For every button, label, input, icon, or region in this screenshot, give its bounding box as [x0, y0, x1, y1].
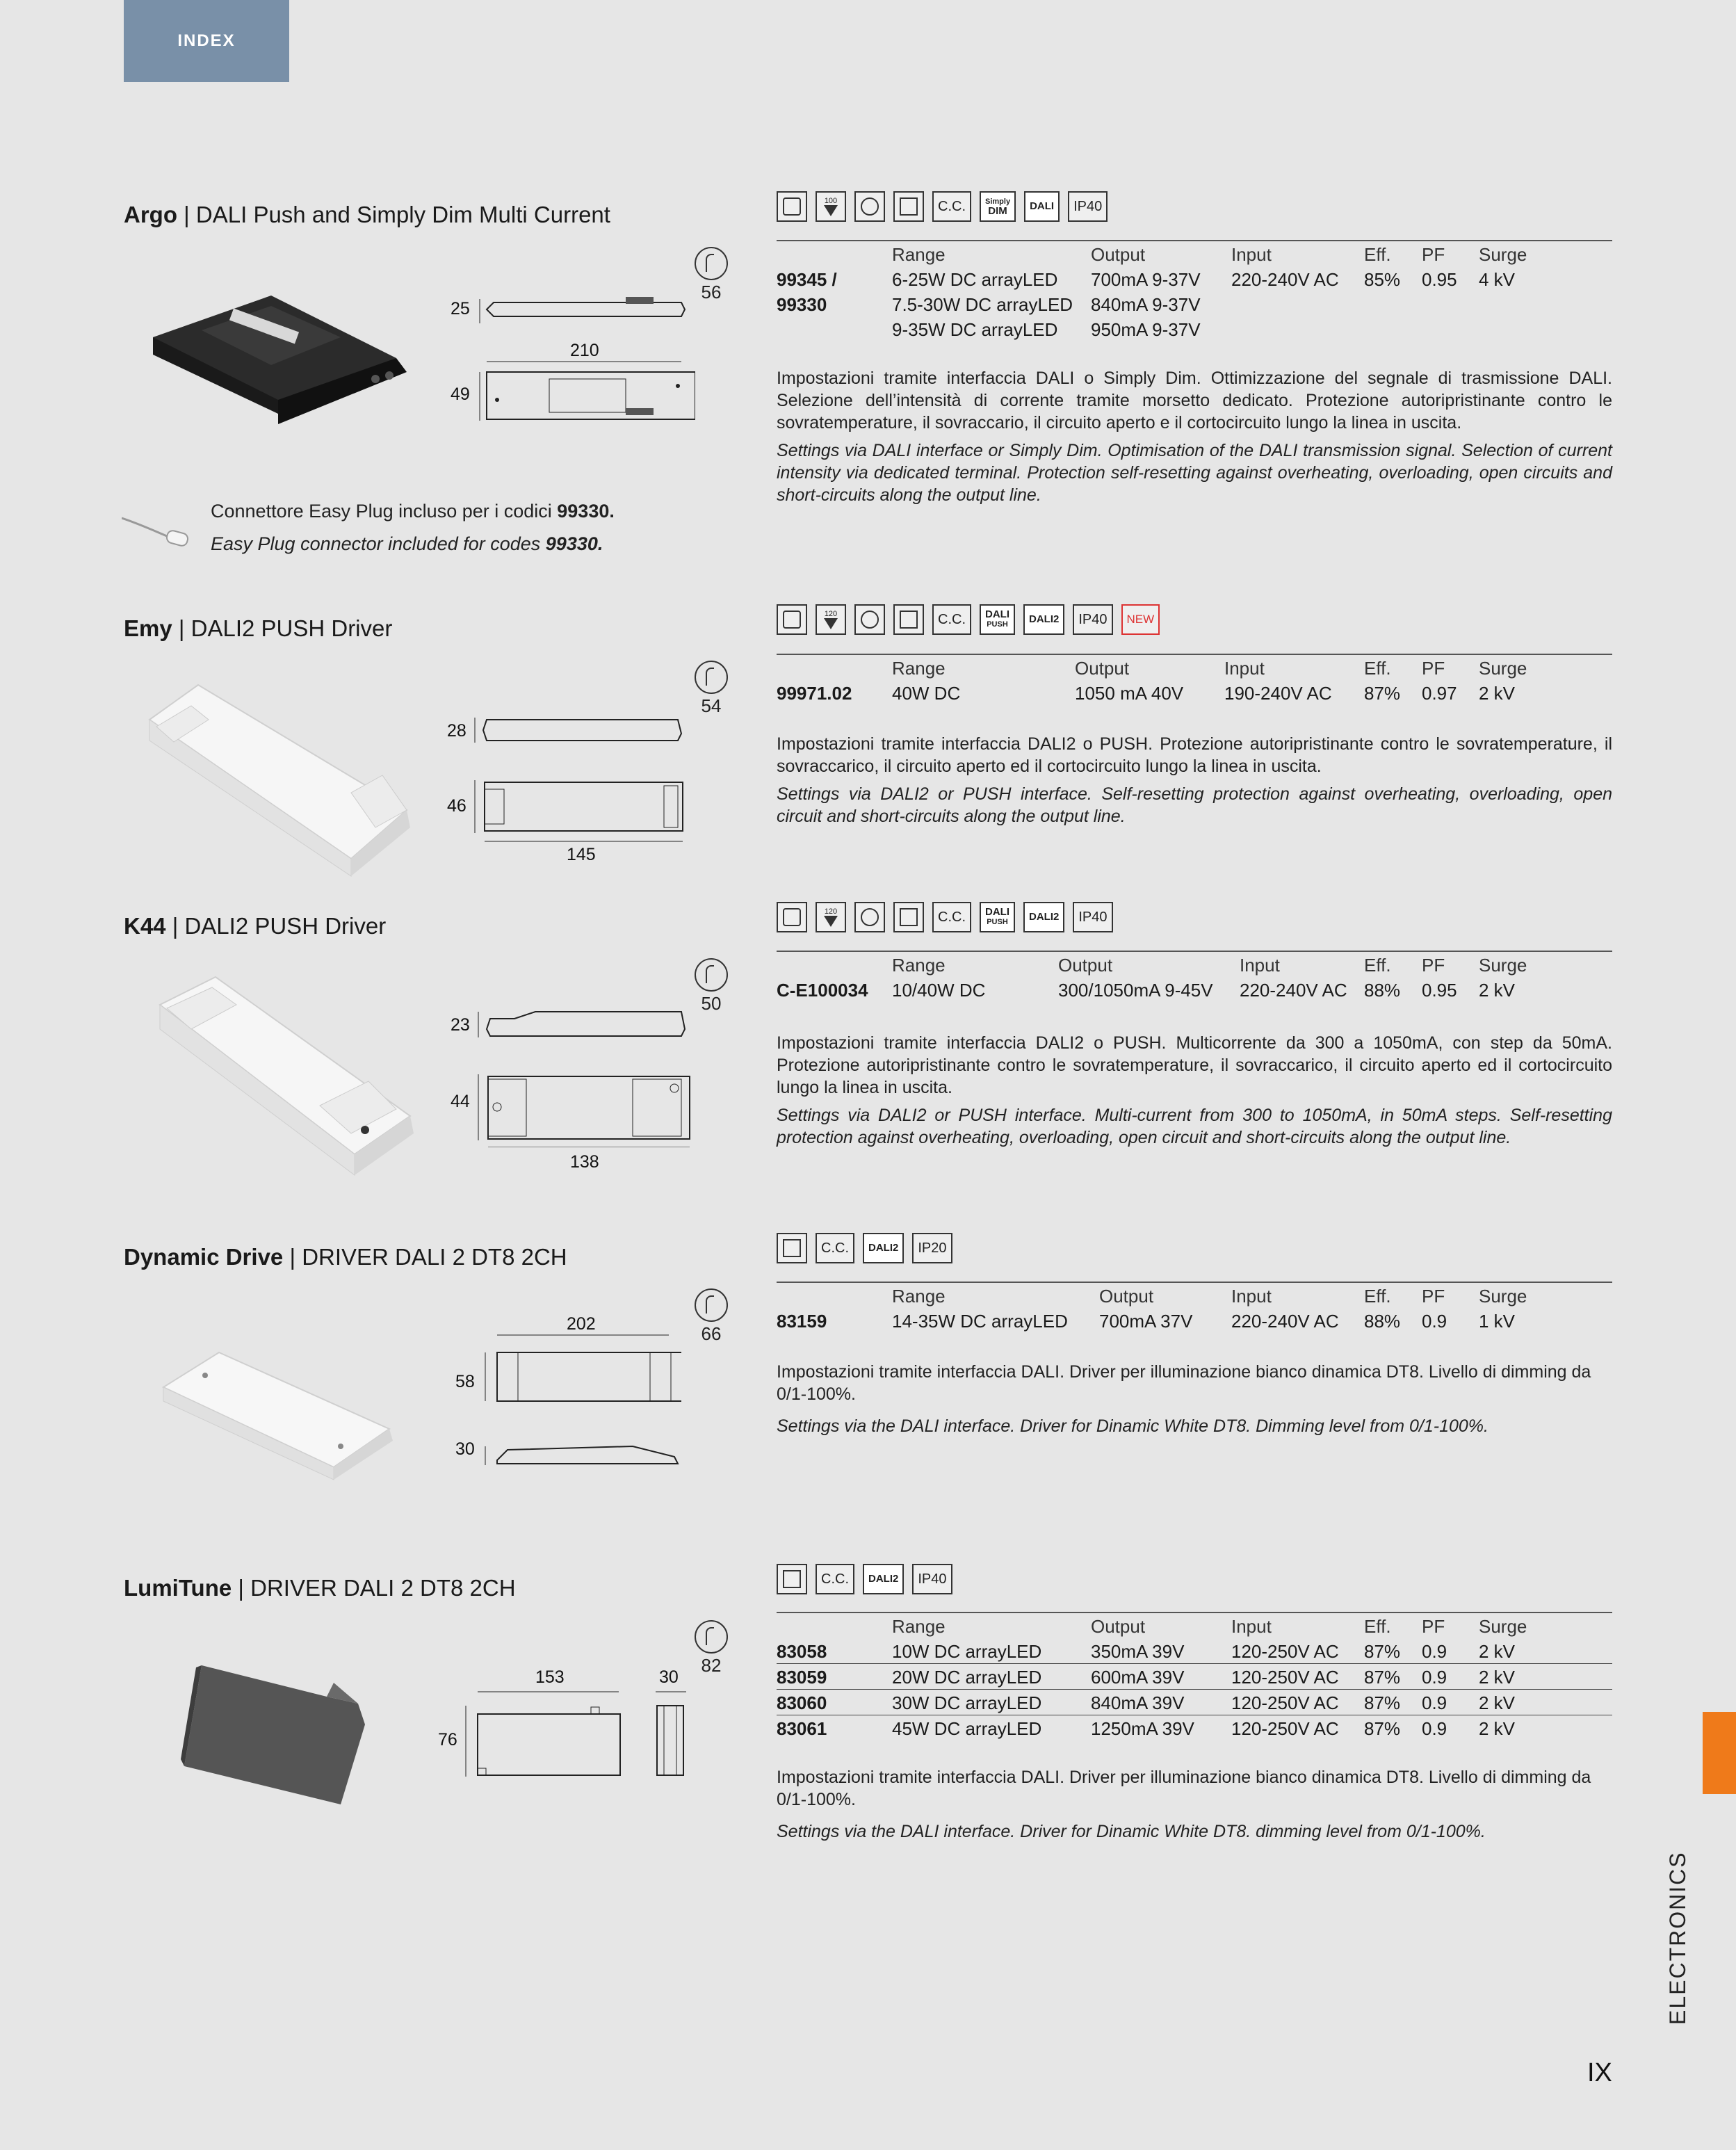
- simply-dim-icon: Simply DIM: [980, 191, 1016, 222]
- argo-technical-drawing: [473, 289, 695, 428]
- double-insulation-icon: [893, 191, 924, 222]
- beam-angle-icon: [695, 1620, 728, 1654]
- table-row: 99345 / 6-25W DC arrayLED 700mA 9-37V 220-240V AC 85% 0.95 4 kV: [777, 269, 1516, 290]
- argo-dim-height-2: 49: [451, 385, 470, 404]
- k44-lens: 50: [692, 958, 731, 1015]
- easy-plug-connector: [122, 511, 191, 553]
- temperature-120-icon: 120: [816, 604, 846, 635]
- k44-spec-table: [777, 951, 1612, 1002]
- double-insulation-icon: [777, 1233, 807, 1263]
- double-insulation-icon: [777, 1564, 807, 1594]
- lumitune-technical-drawing: [462, 1686, 699, 1784]
- sealed-unit-icon: [854, 902, 885, 932]
- page-number: IX: [1587, 2058, 1612, 2087]
- table-row: 83159 14-35W DC arrayLED 700mA 37V 220-240V AC 88% 0.9 1 kV: [777, 1311, 1516, 1332]
- beam-angle-icon: [695, 958, 728, 992]
- dali2-icon: DALI2: [1023, 902, 1064, 932]
- emy-dim-height: 28: [447, 721, 467, 741]
- table-header: Range Output Input Eff. PF Surge: [892, 955, 1527, 976]
- constant-current-icon: C.C.: [932, 604, 971, 635]
- dali-icon: DALI: [1024, 191, 1060, 222]
- table-row: 9-35W DC arrayLED 950mA 9-37V: [892, 319, 1201, 340]
- ip-rating-icon: IP40: [912, 1564, 952, 1594]
- argo-dim-length: 210: [570, 341, 599, 360]
- k44-icon-row: [777, 902, 1113, 932]
- ip-rating-icon: IP20: [912, 1233, 952, 1263]
- argo-lens: 56: [692, 247, 731, 303]
- dynamic-drive-product-photo: [156, 1335, 396, 1481]
- k44-dim-length: 138: [570, 1152, 599, 1172]
- emy-technical-drawing: [469, 709, 692, 848]
- emy-dim-length: 145: [567, 845, 596, 864]
- emy-lens: 54: [692, 661, 731, 717]
- sealed-unit-icon: [854, 191, 885, 222]
- driver-class-icon: [777, 191, 807, 222]
- product-title-lumitune: LumiTune | DRIVER DALI 2 DT8 2CH: [124, 1575, 516, 1601]
- beam-angle-icon: [695, 247, 728, 280]
- dali-push-icon: DALI PUSH: [980, 604, 1015, 635]
- table-row: 99330 7.5-30W DC arrayLED 840mA 9-37V: [777, 294, 1201, 315]
- dali2-icon: DALI2: [863, 1233, 904, 1263]
- lumitune-dim-length: 153: [535, 1667, 565, 1687]
- table-row: 83060 30W DC arrayLED 840mA 39V 120-250V AC 87% 0.9 2 kV: [777, 1690, 1612, 1715]
- table-row: 83061 45W DC arrayLED 1250mA 39V 120-250V AC 87% 0.9 2 kV: [777, 1718, 1516, 1739]
- constant-current-icon: C.C.: [932, 902, 971, 932]
- lumitune-product-photo: [181, 1662, 368, 1808]
- ip-rating-icon: IP40: [1073, 604, 1112, 635]
- constant-current-icon: C.C.: [932, 191, 971, 222]
- constant-current-icon: C.C.: [816, 1564, 854, 1594]
- connector-note-en: Easy Plug connector included for codes 99330.: [211, 533, 603, 554]
- product-title-argo: Argo | DALI Push and Simply Dim Multi Current: [124, 202, 610, 227]
- k44-technical-drawing: [473, 1001, 695, 1147]
- beam-angle-icon: [695, 1288, 728, 1322]
- emy-description: Impostazioni tramite interfaccia DALI2 o PUSH. Protezione autoripristinante contro le sovratemperature, il sovraccarico, il circuito aperto ed il cortocircuito lungo la linea in uscita. Settings via DALI2 or PUSH interface. Self-resetting protection against overheating, overloading, open circuit and short-circuits along the output line.: [777, 734, 1612, 826]
- k44-description: Impostazioni tramite interfaccia DALI2 o PUSH. Multicorrente da 300 a 1050mA, con step da 50mA. Protezione autoripristinante contro le sovratemperature, il sovraccarico, il circuito aperto ed il cortocircuito lungo la linea in uscita. Settings via DALI2 or PUSH interface. Multi-current from 300 to 1050mA, in 50mA steps. Self-resetting protection against overheating, overloading, open circuit and short-circuits along the output line.: [777, 1033, 1612, 1147]
- beam-angle-icon: [695, 661, 728, 694]
- k44-dim-height-2: 44: [451, 1092, 470, 1111]
- product-title-dynamic-drive: Dynamic Drive | DRIVER DALI 2 DT8 2CH: [124, 1244, 567, 1270]
- dali2-icon: DALI2: [1023, 604, 1064, 635]
- emy-dim-height-2: 46: [447, 796, 467, 816]
- constant-current-icon: C.C.: [816, 1233, 854, 1263]
- ip-rating-icon: IP40: [1073, 902, 1112, 932]
- section-tab-marker[interactable]: [1703, 1712, 1736, 1794]
- connector-note-it: Connettore Easy Plug incluso per i codici 99330.: [211, 501, 615, 522]
- lumitune-description: Impostazioni tramite interfaccia DALI. Driver per illuminazione bianco dinamica DT8. Livello di dimming da 0/1-100%. Settings via the DALI interface. Driver for Dinamic White DT8. dimming level from 0/1-100%.: [777, 1768, 1591, 1841]
- product-title-k44: K44 | DALI2 PUSH Driver: [124, 913, 387, 939]
- product-title-emy: Emy | DALI2 PUSH Driver: [124, 615, 393, 641]
- argo-icon-row: [777, 191, 1108, 222]
- dynamic-drive-dim-length: 202: [567, 1314, 596, 1334]
- table-row: 99971.02 40W DC 1050 mA 40V 190-240V AC 87% 0.97 2 kV: [777, 683, 1516, 704]
- index-tab[interactable]: INDEX: [124, 0, 289, 82]
- lumitune-icon-row: [777, 1564, 952, 1594]
- dynamic-drive-spec-table: [777, 1282, 1612, 1333]
- table-row: 83059 20W DC arrayLED 600mA 39V 120-250V AC 87% 0.9 2 kV: [777, 1664, 1612, 1690]
- table-header: Range Output Input Eff. PF Surge: [892, 1616, 1527, 1637]
- new-badge: NEW: [1121, 604, 1160, 635]
- lumitune-dim-depth: 30: [659, 1667, 679, 1687]
- double-insulation-icon: [893, 604, 924, 635]
- table-row: 83058 10W DC arrayLED 350mA 39V 120-250V AC 87% 0.9 2 kV: [777, 1638, 1612, 1664]
- dynamic-drive-description: Impostazioni tramite interfaccia DALI. Driver per illuminazione bianco dinamica DT8. Livello di dimming da 0/1-100%. Settings via the DALI interface. Driver for Dinamic White DT8. Dimming level from 0/1-100%.: [777, 1362, 1591, 1436]
- argo-spec-table: [777, 240, 1612, 341]
- emy-icon-row: [777, 604, 1160, 635]
- table-row: C-E100034 10/40W DC 300/1050mA 9-45V 220-240V AC 88% 0.95 2 kV: [777, 980, 1516, 1001]
- dynamic-drive-lens: 66: [692, 1288, 731, 1345]
- temperature-120-icon: 120: [816, 902, 846, 932]
- ip-rating-icon: IP40: [1068, 191, 1108, 222]
- argo-dim-height: 25: [451, 299, 470, 318]
- dynamic-drive-technical-drawing: [480, 1332, 681, 1471]
- dynamic-drive-dim-height: 58: [455, 1372, 475, 1391]
- lumitune-dim-height: 76: [438, 1730, 457, 1749]
- emy-product-photo: [143, 678, 414, 880]
- section-label: ELECTRONICS: [1665, 1851, 1690, 2025]
- k44-dim-height: 23: [451, 1015, 470, 1035]
- dynamic-drive-icon-row: [777, 1233, 952, 1263]
- table-header: Range Output Input Eff. PF Surge: [892, 658, 1527, 679]
- argo-description: Impostazioni tramite interfaccia DALI o Simply Dim. Ottimizzazione del segnale di trasmissione DALI. Selezione dell’intensità di corrente tramite morsetto dedicato. Protezione autoripristinante contro le sovratemperature, il sovraccario, il circuito aperto e il cortocircuito lungo la linea in uscita. Settings via DALI interface or Simply Dim. Optimisation of the DALI transmission signal. Selection of current intensity via dedicated terminal. Protection self-resetting against overheating, overloading, open circuits and short-circuits along the output line.: [777, 369, 1612, 505]
- driver-class-icon: [777, 902, 807, 932]
- k44-product-photo: [146, 970, 417, 1179]
- dali2-icon: DALI2: [863, 1564, 904, 1594]
- lumitune-spec-table: [777, 1612, 1612, 1740]
- table-header: Range Output Input Eff. PF Surge: [892, 1286, 1527, 1307]
- dynamic-drive-dim-height-2: 30: [455, 1439, 475, 1459]
- driver-class-icon: [777, 604, 807, 635]
- argo-product-photo: [146, 289, 410, 428]
- sealed-unit-icon: [854, 604, 885, 635]
- table-header: Range Output Input Eff. PF Surge: [892, 244, 1527, 265]
- double-insulation-icon: [893, 902, 924, 932]
- temperature-100-icon: 100: [816, 191, 846, 222]
- lumitune-lens: 82: [692, 1620, 731, 1676]
- dali-push-icon: DALI PUSH: [980, 902, 1015, 932]
- emy-spec-table: [777, 654, 1612, 705]
